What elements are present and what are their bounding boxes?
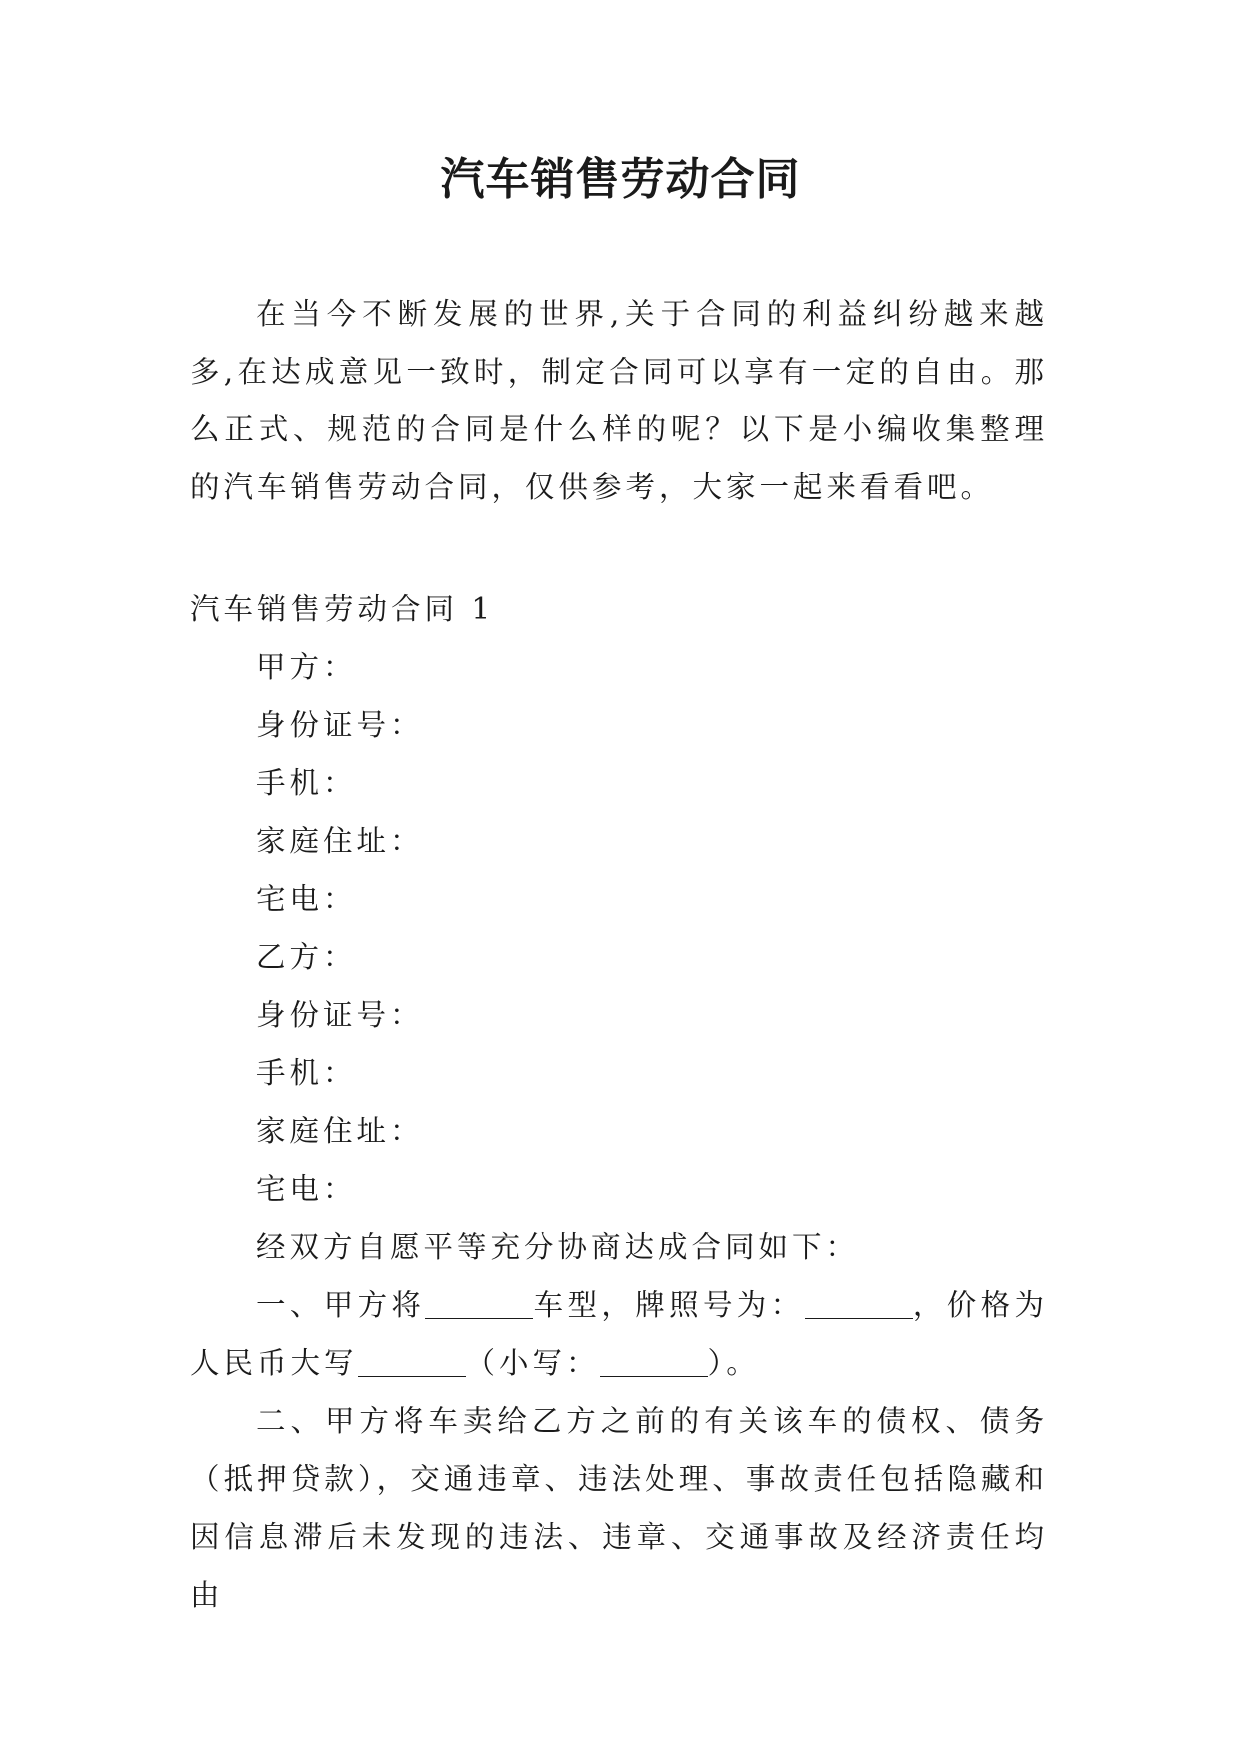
intro-paragraph: 在当今不断发展的世界,关于合同的利益纠纷越来越多,在达成意见一致时，制定合同可以享有一定的自由。那么正式、规范的合同是什么样的呢？以下是小编收集整理的汽车销售劳动合同，仅供参考，大家一起来看看吧。 bbox=[190, 297, 1048, 504]
agreement-statement: 经双方自愿平等充分协商达成合同如下： bbox=[256, 1230, 860, 1264]
vehicle-model-blank bbox=[425, 1289, 533, 1320]
party-a-mobile: 手机： bbox=[256, 766, 357, 800]
party-a-id-number: 身份证号： bbox=[256, 708, 424, 742]
clause-1-text-3: ，价格为人民币大写 bbox=[190, 1288, 1048, 1380]
party-b-mobile: 手机： bbox=[256, 1056, 357, 1090]
plate-number-blank bbox=[805, 1289, 913, 1320]
party-b-name: 乙方： bbox=[256, 940, 357, 974]
clause-1-text-2: 车型，牌照号为： bbox=[533, 1288, 805, 1322]
price-lowercase-blank bbox=[600, 1347, 708, 1378]
clause-1-text-1: 一、甲方将 bbox=[256, 1288, 426, 1322]
clause-1-text-4: （小写： bbox=[465, 1346, 600, 1380]
party-b-home-address: 家庭住址： bbox=[256, 1114, 424, 1148]
document-title: 汽车销售劳动合同 bbox=[440, 154, 801, 205]
contract-heading: 汽车销售劳动合同 1 bbox=[190, 592, 495, 626]
clause-2: 二、甲方将车卖给乙方之前的有关该车的债权、债务（抵押贷款），交通违章、违法处理、事故责任包括隐藏和因信息滞后未发现的违法、违章、交通事故及经济责任均由 bbox=[190, 1404, 1048, 1612]
party-a-home-address: 家庭住址： bbox=[256, 824, 424, 858]
price-uppercase-blank bbox=[358, 1347, 466, 1378]
party-a-home-phone: 宅电： bbox=[256, 882, 357, 916]
contract-section bbox=[190, 580, 1048, 1624]
party-b-id-number: 身份证号： bbox=[256, 998, 424, 1032]
party-b-home-phone: 宅电： bbox=[256, 1172, 357, 1206]
clause-1-text-5: ）。 bbox=[707, 1346, 760, 1380]
party-a-name: 甲方： bbox=[256, 650, 357, 684]
clause-1 bbox=[190, 1276, 1048, 1392]
